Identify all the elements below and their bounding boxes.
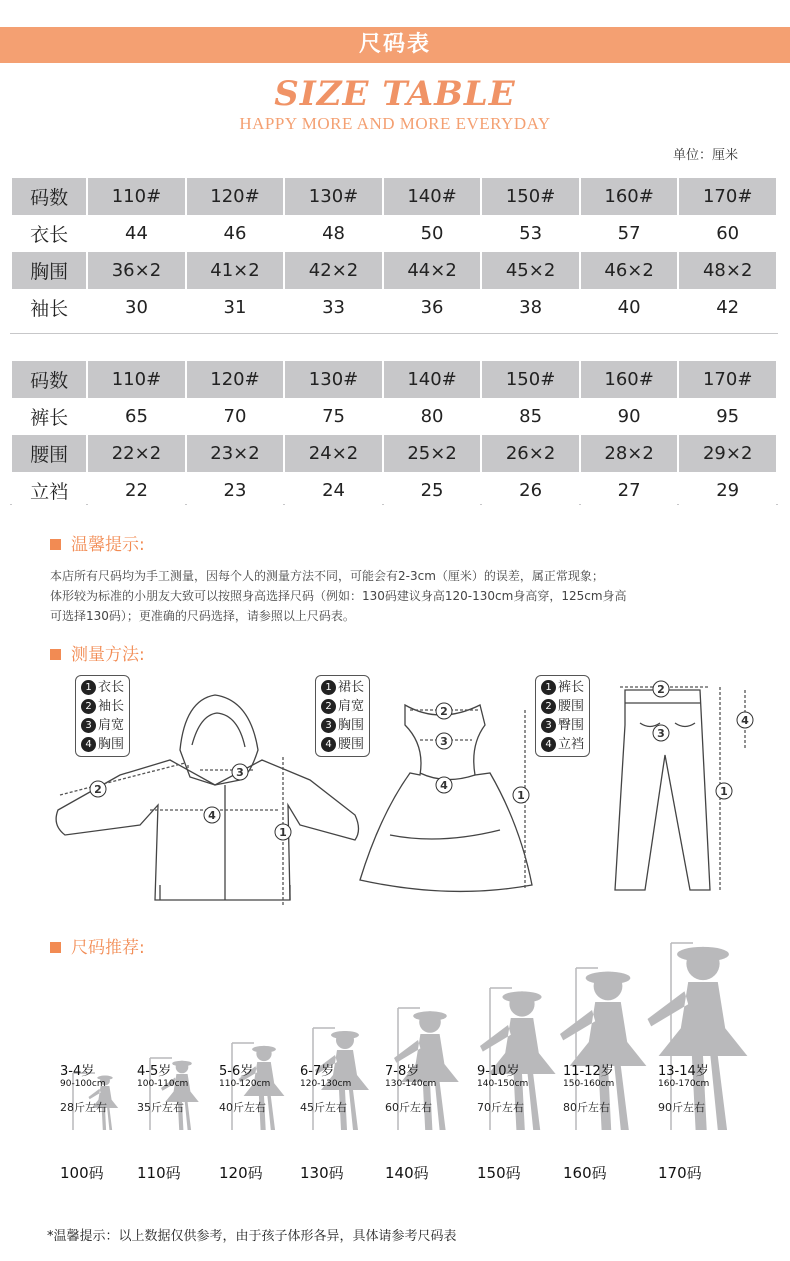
table-cell: 160# [581, 178, 678, 215]
table-cell: 41×2 [187, 252, 284, 289]
table-cell: 42×2 [285, 252, 382, 289]
svg-text:2: 2 [440, 705, 448, 718]
recommend-weight: 28斤左右 [60, 1101, 107, 1114]
table-cell: 110# [88, 178, 185, 215]
table-row [12, 178, 776, 215]
table-cell: 22×2 [88, 435, 185, 472]
recommend-size: 130码 [300, 1164, 344, 1182]
table-cell: 36 [384, 289, 481, 326]
legend-label: 立裆 [558, 737, 585, 752]
recommend-item [385, 1060, 475, 1182]
number-badge-icon: 1 [321, 680, 336, 695]
recommend-item [563, 1060, 653, 1182]
svg-text:3: 3 [236, 766, 244, 779]
table-row [12, 361, 776, 398]
pants-illustration [615, 690, 710, 890]
legend-item [321, 735, 364, 754]
table-cell: 31 [187, 289, 284, 326]
recommend-height: 150-160cm [563, 1079, 615, 1089]
legend-label: 裙长 [338, 680, 365, 695]
marker-2-pants [653, 681, 669, 697]
child-silhouettes [0, 930, 790, 1150]
table-cell: 140# [384, 361, 481, 398]
svg-text:3: 3 [440, 735, 448, 748]
legend-label: 胸围 [338, 718, 365, 733]
hero-title: SIZE TABLE [274, 74, 516, 114]
square-bullet-icon [50, 539, 61, 550]
recommend-item [219, 1060, 309, 1182]
recommend-age: 5-6岁 [219, 1064, 254, 1079]
recommend-item [300, 1060, 390, 1182]
table-cell: 70 [187, 398, 284, 435]
table-cell: 46 [187, 215, 284, 252]
tips-line: 可选择130码）；更准确的尺码选择，请参照以上尺码表。 [50, 609, 355, 623]
table-cell: 29×2 [679, 435, 776, 472]
table-cell: 170# [679, 361, 776, 398]
recommend-size: 170码 [658, 1164, 702, 1182]
legend-item [321, 678, 364, 697]
table-row [12, 215, 776, 252]
pants-legend [535, 675, 590, 757]
legend-item [81, 678, 124, 697]
table-cell: 75 [285, 398, 382, 435]
row-header-cell: 腰围 [12, 435, 86, 472]
table-row [12, 252, 776, 289]
row-header-cell: 码数 [12, 178, 86, 215]
table-cell: 46×2 [581, 252, 678, 289]
marker-3-jacket [232, 764, 248, 780]
table-cell: 45×2 [482, 252, 579, 289]
table-cell: 27 [581, 472, 678, 509]
marker-4-dress [436, 777, 452, 793]
legend-label: 腰围 [558, 699, 585, 714]
row-header-cell: 胸围 [12, 252, 86, 289]
table-cell: 140# [384, 178, 481, 215]
recommend-age: 11-12岁 [563, 1064, 614, 1079]
legend-label: 腰围 [338, 737, 365, 752]
marker-4-pants [737, 712, 753, 728]
table-cell: 120# [187, 178, 284, 215]
table-cell: 60 [679, 215, 776, 252]
svg-text:1: 1 [279, 826, 287, 839]
recommend-size: 120码 [219, 1164, 263, 1182]
recommend-heading-text: 尺码推荐: [71, 938, 145, 958]
row-header-cell: 衣长 [12, 215, 86, 252]
table-cell: 150# [482, 178, 579, 215]
number-badge-icon: 2 [81, 699, 96, 714]
marker-3-dress [436, 733, 452, 749]
table-cell: 44×2 [384, 252, 481, 289]
silhouette-head [509, 991, 534, 1016]
row-header-cell: 立裆 [12, 472, 86, 509]
recommend-size: 160码 [563, 1164, 607, 1182]
recommend-age: 9-10岁 [477, 1064, 520, 1079]
table-cell: 44 [88, 215, 185, 252]
table-cell: 29 [679, 472, 776, 509]
table-cell: 25×2 [384, 435, 481, 472]
silhouette-head [686, 947, 719, 980]
table-cell: 38 [482, 289, 579, 326]
row-header-cell: 袖长 [12, 289, 86, 326]
recommend-weight: 45斤左右 [300, 1101, 347, 1114]
silhouette-head [594, 972, 623, 1001]
recommend-height: 160-170cm [658, 1079, 710, 1089]
table-cell: 150# [482, 361, 579, 398]
marker-4-jacket [204, 807, 220, 823]
recommend-age: 7-8岁 [385, 1064, 420, 1079]
legend-item [541, 697, 584, 716]
recommend-size: 100码 [60, 1164, 104, 1182]
hero-subtitle: HAPPY MORE AND MORE EVERYDAY [239, 114, 551, 133]
legend-label: 裤长 [558, 680, 585, 695]
table-cell: 26×2 [482, 435, 579, 472]
svg-text:2: 2 [94, 783, 102, 796]
recommend-size: 140码 [385, 1164, 429, 1182]
table-cell: 120# [187, 361, 284, 398]
legend-label: 臀围 [558, 718, 585, 733]
legend-item [81, 716, 124, 735]
table-cell: 65 [88, 398, 185, 435]
recommend-age: 13-14岁 [658, 1064, 709, 1079]
number-badge-icon: 1 [541, 680, 556, 695]
recommend-weight: 70斤左右 [477, 1101, 524, 1114]
number-badge-icon: 4 [81, 737, 96, 752]
recommend-height: 120-130cm [300, 1079, 352, 1089]
tips-line: 体形较为标准的小朋友大致可以按照身高选择尺码（例如：130码建议身高120-130cm身高穿，125cm身高 [50, 589, 627, 603]
legend-item [541, 678, 584, 697]
svg-text:1: 1 [720, 785, 728, 798]
legend-label: 衣长 [98, 680, 125, 695]
recommend-height: 130-140cm [385, 1079, 437, 1089]
table-cell: 25 [384, 472, 481, 509]
table-cell: 130# [285, 361, 382, 398]
legend-item [81, 697, 124, 716]
marker-1-pants [716, 783, 732, 799]
number-badge-icon: 2 [321, 699, 336, 714]
recommend-height: 90-100cm [60, 1079, 106, 1089]
table-cell: 40 [581, 289, 678, 326]
dress-measure-lines [410, 710, 525, 890]
header-banner [0, 27, 790, 63]
table-cell: 110# [88, 361, 185, 398]
legend-label: 肩宽 [338, 699, 365, 714]
dress-legend [315, 675, 370, 757]
footnote: *温馨提示：以上数据仅供参考，由于孩子体形各异，具体请参考尺码表 [47, 1229, 457, 1244]
table-cell: 90 [581, 398, 678, 435]
legend-item [541, 716, 584, 735]
table-cell: 160# [581, 361, 678, 398]
jacket-legend [75, 675, 130, 757]
legend-item [321, 716, 364, 735]
table-cell: 80 [384, 398, 481, 435]
tips-heading [50, 530, 145, 555]
recommend-size: 150码 [477, 1164, 521, 1182]
legend-label: 肩宽 [98, 718, 125, 733]
recommend-item [477, 1060, 567, 1182]
table-cell: 42 [679, 289, 776, 326]
legend-label: 袖长 [98, 699, 125, 714]
table-cell: 48×2 [679, 252, 776, 289]
svg-text:4: 4 [741, 714, 749, 727]
table-cell: 53 [482, 215, 579, 252]
svg-text:2: 2 [657, 683, 665, 696]
table-cell: 23 [187, 472, 284, 509]
tips-line: 本店所有尺码均为手工测量，因每个人的测量方法不同，可能会有2-3cm（厘米）的误差，属正常现象； [50, 569, 604, 583]
table-cell: 57 [581, 215, 678, 252]
number-badge-icon: 3 [321, 718, 336, 733]
table-row [12, 289, 776, 326]
table-cell: 22 [88, 472, 185, 509]
number-badge-icon: 3 [81, 718, 96, 733]
table-cell: 50 [384, 215, 481, 252]
marker-2-dress [436, 703, 452, 719]
recommend-size: 110码 [137, 1164, 181, 1182]
table-cell: 24×2 [285, 435, 382, 472]
recommend-weight: 80斤左右 [563, 1101, 610, 1114]
number-badge-icon: 1 [81, 680, 96, 695]
pants-size-table [10, 361, 778, 509]
measure-heading-text: 测量方法: [71, 645, 145, 665]
unit-label: 单位：厘米 [672, 148, 738, 163]
table-cell: 85 [482, 398, 579, 435]
svg-text:1: 1 [517, 789, 525, 802]
number-badge-icon: 3 [541, 718, 556, 733]
top-size-table [10, 178, 778, 326]
recommend-item [137, 1060, 227, 1182]
recommend-weight: 90斤左右 [658, 1101, 705, 1114]
recommend-age: 3-4岁 [60, 1064, 95, 1079]
tips-text [50, 566, 750, 626]
legend-label: 胸围 [98, 737, 125, 752]
table-cell: 23×2 [187, 435, 284, 472]
svg-text:4: 4 [208, 809, 216, 822]
recommend-height: 140-150cm [477, 1079, 529, 1089]
tips-heading-text: 温馨提示: [71, 535, 145, 555]
recommend-weight: 40斤左右 [219, 1101, 266, 1114]
table-cell: 36×2 [88, 252, 185, 289]
square-bullet-icon [50, 649, 61, 660]
svg-text:3: 3 [657, 727, 665, 740]
marker-1-dress [513, 787, 529, 803]
recommend-age: 6-7岁 [300, 1064, 335, 1079]
table-row [12, 398, 776, 435]
recommend-item [658, 1060, 748, 1182]
marker-1-jacket [275, 824, 291, 840]
table-cell: 26 [482, 472, 579, 509]
silhouette-head [336, 1031, 354, 1049]
number-badge-icon: 2 [541, 699, 556, 714]
marker-3-pants [653, 725, 669, 741]
recommend-weight: 60斤左右 [385, 1101, 432, 1114]
row-header-cell: 裤长 [12, 398, 86, 435]
recommend-age: 4-5岁 [137, 1064, 172, 1079]
recommend-height: 100-110cm [137, 1079, 189, 1089]
banner-title: 尺码表 [358, 32, 431, 57]
number-badge-icon: 4 [321, 737, 336, 752]
recommend-weight: 35斤左右 [137, 1101, 184, 1114]
legend-item [321, 697, 364, 716]
table-row [12, 472, 776, 509]
silhouette-head [256, 1046, 271, 1061]
table-cell: 130# [285, 178, 382, 215]
table-row [12, 435, 776, 472]
number-badge-icon: 4 [541, 737, 556, 752]
table-cell: 33 [285, 289, 382, 326]
svg-text:4: 4 [440, 779, 448, 792]
table-cell: 170# [679, 178, 776, 215]
table-cell: 28×2 [581, 435, 678, 472]
legend-item [541, 735, 584, 754]
table-cell: 30 [88, 289, 185, 326]
measure-heading [50, 640, 145, 665]
legend-item [81, 735, 124, 754]
table-cell: 24 [285, 472, 382, 509]
silhouette-head [419, 1011, 441, 1033]
marker-2-jacket [90, 781, 106, 797]
row-header-cell: 码数 [12, 361, 86, 398]
recommend-height: 110-120cm [219, 1079, 271, 1089]
table-cell: 95 [679, 398, 776, 435]
table-cell: 48 [285, 215, 382, 252]
